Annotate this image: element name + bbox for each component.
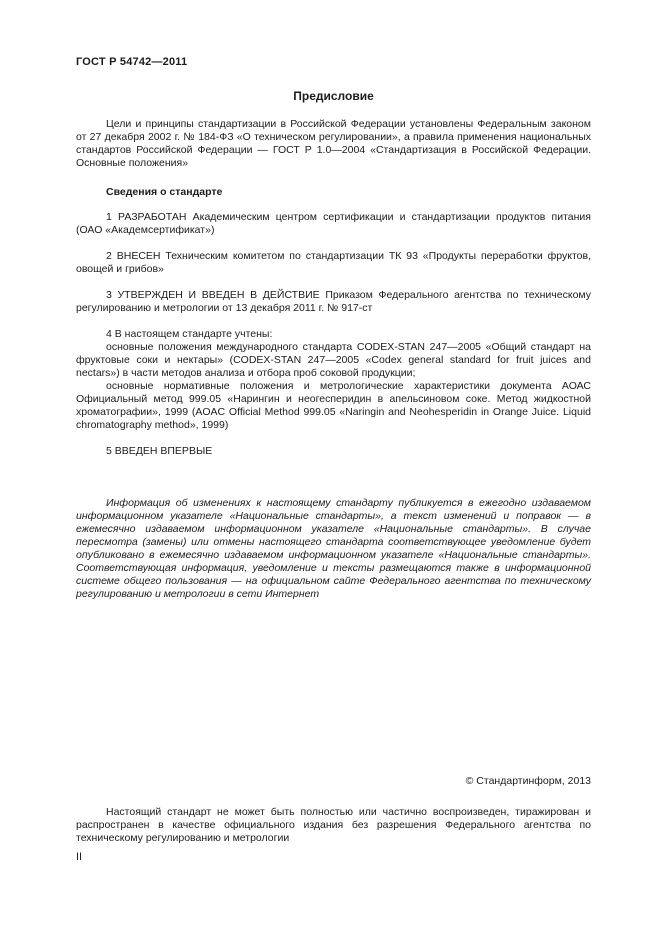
- copyright-line: © Стандартинформ, 2013: [465, 775, 591, 787]
- page-number: II: [76, 851, 83, 863]
- standard-info-item-5: 5 ВВЕДЕН ВПЕРВЫЕ: [106, 445, 213, 457]
- reproduction-restriction-paragraph: Настоящий стандарт не может быть полностью или частично воспроизведен, тиражирован и распространен в качестве официального издания без разрешения Федерального агентства по техническому регулированию и метрологии: [76, 806, 591, 844]
- foreword-paragraph: Цели и принципы стандартизации в Российской Федерации установлены Федеральным законом от 27 декабря 2002 г. № 184-ФЗ «О техническом регулировании», а правила применения национальных стандартов Российской Федерации — ГОСТ Р 1.0—2004 «Стандартизация в Российской Федерации. Основные положения»: [76, 118, 591, 169]
- standard-info-item-1: 1 РАЗРАБОТАН Академическим центром сертификации и стандартизации продуктов питания (ОАО «Академсертификат»): [76, 211, 591, 236]
- page-footer-block: [76, 775, 591, 845]
- standard-info-item-2: 2 ВНЕСЕН Техническим комитетом по стандартизации ТК 93 «Продукты переработки фруктов, овощей и грибов»: [76, 250, 591, 275]
- standard-info-item-4-sub-2: основные нормативные положения и метрологические характеристики документа АОАС Официальный метод 999.05 «Нарингин и неогесперидин в апельсиновом соке. Метод жидкостной хроматографии», 1999 (AOAC Official Method 999.05 «Naringin and Neohesperidin in Orange Juice. Liquid chromatography method», 1999): [76, 380, 591, 431]
- standard-info-item-4: 4 В настоящем стандарте учтены:: [106, 328, 273, 340]
- standard-info-item-3: 3 УТВЕРЖДЕН И ВВЕДЕН В ДЕЙСТВИЕ Приказом Федерального агентства по техническому регулированию и метрологии от 13 декабря 2011 г. № 917-ст: [76, 289, 591, 314]
- document-content: [76, 56, 591, 601]
- standard-designation: ГОСТ Р 54742—2011: [76, 56, 188, 68]
- section-heading-standard-info: Сведения о стандарте: [106, 186, 223, 198]
- amendments-note-paragraph: Информация об изменениях к настоящему стандарту публикуется в ежегодно издаваемом информационном указателе «Национальные стандарты», а текст изменений и поправок — в ежемесячно издаваемом информационном указателе «Национальные стандарты». В случае пересмотра (замены) или отмены настоящего стандарта соответствующее уведомление будет опубликовано в ежемесячно издаваемом информационном указателе «Национальные стандарты». Соответствующая информация, уведомление и тексты размещаются также в информационной системе общего пользования — на официальном сайте Федерального агентства по техническому регулированию и метрологии в сети Интернет: [76, 497, 591, 600]
- standard-info-item-4-sub-1: основные положения международного стандарта CODEX-STAN 247—2005 «Общий стандарт на фруктовые соки и нектары» (CODEX-STAN 247—2005 «Codex general standard for fruit juices and nectars») в части методов анализа и отбора проб соковой продукции;: [76, 341, 591, 379]
- page-title: Предисловие: [293, 89, 374, 103]
